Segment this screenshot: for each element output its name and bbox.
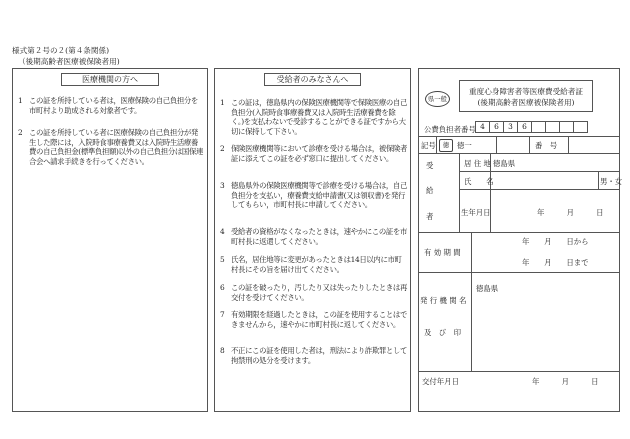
item-text: 保険医療機関等において診療を受ける場合は，被保険者証に添えてこの証を必ず窓口に提出してください。 — [231, 144, 408, 163]
validity-label: 有 効 期 間 — [424, 248, 461, 257]
grid-line — [459, 153, 460, 232]
residence-value: 徳島県 — [493, 159, 516, 168]
payer-digit: 3 — [503, 121, 518, 133]
middle-item-6 — [220, 283, 408, 302]
item-number: 7 — [220, 310, 225, 319]
item-number: 4 — [220, 227, 225, 236]
payer-digit: 6 — [489, 121, 504, 133]
kigo-seal: 徳 — [439, 139, 453, 152]
middle-item-5 — [220, 255, 408, 274]
item-number: 2 — [220, 144, 225, 153]
left-item-1 — [18, 96, 204, 115]
certificate-title-box — [459, 80, 593, 112]
grid-line — [471, 232, 472, 371]
left-item-2 — [18, 128, 204, 166]
item-number: 5 — [220, 255, 225, 264]
item-text: 不正にこの証を使用した者は，刑法により詐欺罪として拘禁刑の処分を受けます。 — [231, 346, 408, 365]
payer-digit: 4 — [475, 121, 490, 133]
left-panel — [12, 68, 208, 412]
recipient-label-2: 給 — [426, 186, 434, 195]
grid-line — [459, 189, 620, 190]
item-number: 6 — [220, 283, 225, 292]
item-text: この証を所持している者は，医療保険の自己負担分を市町村より助成される対象者です。 — [29, 96, 198, 115]
name-label: 氏 名 — [464, 177, 494, 186]
certificate-title: 重度心身障害者等医療費受給者証 — [469, 87, 583, 96]
payer-digit — [545, 121, 560, 133]
payer-digit — [573, 121, 588, 133]
grid-line — [529, 136, 530, 153]
birth-value: 年 月 日 — [537, 208, 604, 217]
middle-item-1 — [220, 98, 408, 136]
grid-line — [418, 232, 620, 233]
item-number: 1 — [18, 96, 23, 105]
middle-item-2 — [220, 144, 408, 163]
certificate-subtitle: (後期高齢者医療被保険者用) — [477, 98, 575, 107]
item-text: この証を所持している者に医療保険の自己負担分が発生した際には，入院時食事療養費又は入院時生活療養費の自己負担金(標準負担額)以外の自己負担分は国保連合会へ請求手続きを行ってください。 — [29, 128, 204, 166]
middle-panel-title: 受給者のみなさんへ — [264, 73, 361, 86]
form-subtitle: （後期高齢者医療被保険者用) — [18, 57, 120, 66]
payer-number-label: 公費負担者番号 — [424, 125, 476, 134]
kigo-label: 記号 — [421, 141, 436, 150]
payer-digit: 6 — [517, 121, 532, 133]
item-number: 1 — [220, 98, 225, 107]
item-text: 有効期限を経過したときは，この証を使用することはできませんから，速やかに市町村長に返してください。 — [231, 310, 408, 329]
issuer-label-1: 発 行 機 関 名 — [420, 296, 467, 305]
birth-label: 生年月日 — [461, 208, 491, 217]
seal-left: 県一般 — [425, 91, 450, 107]
sex-value: 男・女 — [600, 177, 623, 186]
payer-digit — [559, 121, 574, 133]
recipient-label-1: 受 — [426, 161, 434, 170]
payer-number-boxes — [475, 121, 595, 133]
middle-item-3 — [220, 181, 408, 210]
issue-date-value: 年 月 日 — [532, 377, 599, 386]
form-number: 様式第２号の２(第４条関係) — [12, 46, 110, 55]
validity-from: 年 月 日から — [522, 237, 589, 246]
issuer-label-2: 及 び 印 — [424, 328, 461, 337]
payer-digit — [531, 121, 546, 133]
left-panel-title: 医療機関の方へ — [61, 73, 159, 86]
grid-line — [436, 136, 437, 153]
form-header — [12, 45, 120, 67]
item-text: この証は，徳島県内の保険医療機関等で保険医療の自己負担分(入院時食事療養費又は入院時生活療養費を除く。)を支払わないで受診することができる証ですから大切に保持して下さい。 — [231, 98, 408, 136]
middle-item-7 — [220, 310, 408, 329]
grid-line — [418, 136, 620, 137]
recipient-label-3: 者 — [426, 212, 434, 221]
issuer-value: 徳島県 — [476, 284, 499, 293]
bango-label: 番 号 — [535, 141, 558, 150]
item-number: 3 — [220, 181, 225, 190]
item-number: 8 — [220, 346, 225, 355]
issue-date-label: 交付年月日 — [422, 377, 459, 386]
item-text: 受給者の資格がなくなったときは，速やかにこの証を市町村長に返還してください。 — [231, 227, 408, 246]
item-text: 氏名，居住地等に変更があったときは14日以内に市町村長にその旨を届け出てください。 — [231, 255, 402, 274]
grid-line — [418, 153, 620, 154]
grid-line — [418, 371, 620, 372]
item-number: 2 — [18, 128, 23, 137]
grid-line — [598, 171, 599, 189]
grid-line — [418, 272, 620, 273]
grid-line — [568, 136, 569, 153]
residence-label: 居 住 地 — [464, 159, 491, 168]
middle-item-4 — [220, 227, 408, 246]
middle-item-8 — [220, 346, 408, 365]
kigo-value: 徳一 — [457, 141, 472, 150]
certificate-card — [418, 68, 623, 412]
grid-line — [459, 171, 620, 172]
validity-to: 年 月 日まで — [522, 258, 589, 267]
item-text: 徳島県外の保険医療機関等で診療を受ける場合は，自己負担分を支払い，療養費支給申請書(又は領収書)を発行してもらい，市町村長に申請してください。 — [231, 181, 408, 210]
item-text: この証を破ったり，汚したり又は失ったりしたときは再交付を受けてください。 — [231, 283, 408, 302]
grid-line — [496, 136, 497, 153]
